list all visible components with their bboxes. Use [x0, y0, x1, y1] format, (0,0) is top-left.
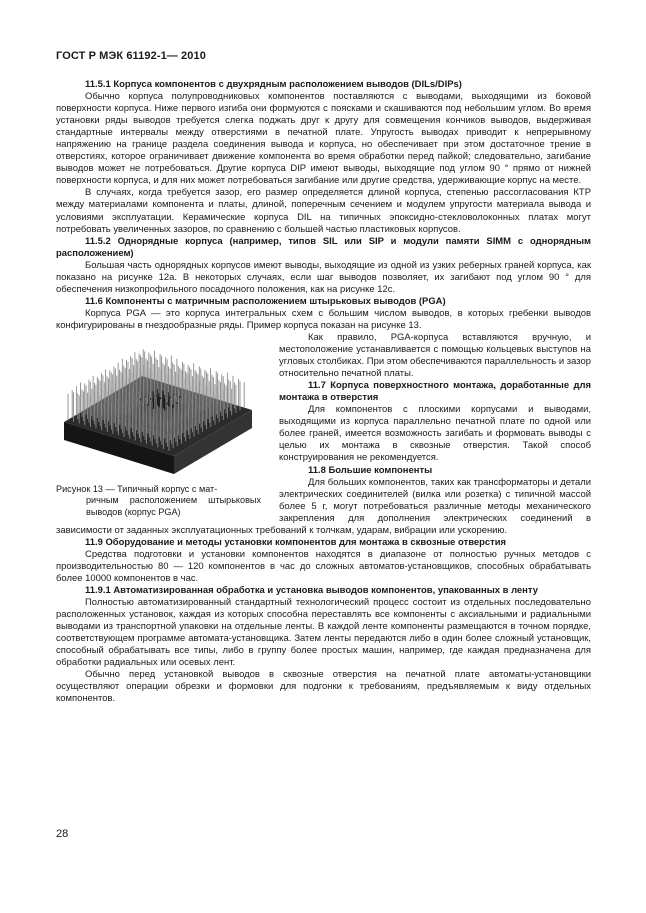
section-11-8-title: 11.8 Большие компоненты — [308, 464, 433, 476]
section-11-5-1-paragraph-2: В случаях, когда требуется зазор, его размер определяется длиной корпуса, степенью рассогласования КТР между материалами компонента и платы, длиной, поперечным сечением и модулем упругости материала вывода и условиями эксплуатации. Керамические корпуса DIL на типичных эпоксидно-стекловолоконных платах могут потребовать увеличенных зазоров, по сравнению с большей частью пластиковых корпусов. — [56, 187, 591, 235]
section-11-5-1-paragraph-1: Обычно корпуса полупроводниковых компонентов поставляются с выводами, выходящими из боковой поверхности корпуса. Ниже первого изгиба они формуются с поясками и скашиваются под небольшим углом. Во время установки ряды выводов требуется слегка поджать друг к другу для совмещения кончиков выводов, выдерживая стандартные интервалы между отверстиями в печатной плате. Упругость выводах приводит к непрерывному напряжению на границе раздела соединения вывода и корпуса, но обеспечивает при этом достаточное трение в отверстиях, которое ограничивает движение компонента во время обработки перед пайкой; следовательно, загибание выводов может не потребоваться. Другие корпуса DIP имеют выводы, выходящие под углом 90 ° прямо от нижней поверхности корпуса, и для них может потребоваться загибание или другие средства, удерживающие корпус на месте. — [56, 91, 591, 187]
section-11-6-paragraph-1: Корпуса PGA — это корпуса интегральных схем с большим числом выводов, в которых гребенки выводов конфигурированы в гнездообразные ряды. Пример корпуса показан на рисунке 13. — [56, 307, 591, 331]
document-header: ГОСТ Р МЭК 61192-1— 2010 — [56, 50, 206, 62]
section-11-5-1-title: 11.5.1 Корпуса компонентов с двухрядным расположением выводов (DILs/DIPs) — [85, 79, 462, 90]
section-11-9-1-paragraph-1: Полностью автоматизированный стандартный технологический процесс состоит из отдельных последовательно расположенных установок, каждая из которых способна переставлять все компоненты с аксиальными и радиальными выводами из транспортной упаковки на отдельные ленты. В каждой ленте компоненты размещаются в точном порядке, соответствующем программе автомата-установщика. Затем ленты передаются либо в один более сложный установщик, способный обрабатывать все типы, либо в группу более простых машин, например, где каждая предназначена для обработки радиальных или осевых лент. — [56, 597, 591, 669]
section-11-5-2-title: 11.5.2 Однорядные корпуса (например, типов SIL или SIP и модули памяти SIMM с однорядным расположением) — [56, 235, 591, 259]
figure-13-caption — [56, 484, 261, 519]
section-11-7-title: 11.7 Корпуса поверхностного монтажа, доработанные для монтажа в отверстия — [279, 380, 591, 404]
section-11-9-paragraph-1: Средства подготовки и установки компонентов находятся в диапазоне от полностью ручных методов с производительностью 80 — 120 компонентов в час до сложных автоматов-установщиков, способных обрабатывать более 10000 компонентов в час. — [56, 548, 591, 584]
section-11-9-title: 11.9 Оборудование и методы установки компонентов для монтажа в сквозные отверстия — [85, 536, 507, 548]
figure-caption-line-1: Рисунок 13 — Типичный корпус с мат- — [56, 483, 218, 494]
pga-package-image — [56, 338, 261, 478]
page-number: 28 — [56, 828, 69, 840]
section-11-6-title: 11.6 Компоненты с матричным расположением штырьковых выводов (PGA) — [85, 295, 446, 307]
section-11-6-paragraph-2: Как правило, PGA-корпуса вставляются вручную, и местоположение устанавливается с помощью кольцевых выступов на угловых столбиках. При этом обеспечиваются параллельность и зазор относительно печатной платы. — [279, 331, 591, 380]
figure-caption-line-2: ричным расположением штырьковых выводов (корпус PGA) — [86, 495, 261, 517]
section-11-5-2-paragraph-1: Большая часть однорядных корпусов имеют выводы, выходящие из одной из узких реберных граней корпуса, как показано на рисунке 12а. В некоторых случаях, если шаг выводов позволяет, их загибают под углом 90 ° для обеспечения низкопрофильного посадочного положения, как на рисунке 12с. — [56, 259, 591, 295]
page-content — [56, 79, 591, 705]
figure-13 — [56, 332, 261, 519]
section-11-8-paragraph-1: Для больших компонентов, таких как трансформаторы и детали электрических соединителей (вилка или розетка) с типичной массой более 5 г, могут потребоваться различные методы механического закрепления для дополнения электрических соединений в зависимости от заданных эксплуатационных требований к толчкам, ударам, вибрации или ускорению. — [56, 476, 591, 536]
section-11-9-1-title: 11.9.1 Автоматизированная обработка и установка выводов компонентов, упакованных в ленту — [85, 584, 538, 596]
section-11-9-1-paragraph-2: Обычно перед установкой выводов в сквозные отверстия на печатной плате автоматы-установщики осуществляют операции обрезки и формовки для подгонки к требованиям, предъявляемым к виду отдельных компонентов. — [56, 669, 591, 705]
section-11-7-paragraph-1: Для компонентов с плоскими корпусами и выводами, выходящими из корпуса параллельно печатной плате по одной или более граней, имеется возможность загибать и формовать выводы с целью их монтажа в сквозные отверстия. Такой способ конструирования не рекомендуется. — [279, 404, 591, 464]
